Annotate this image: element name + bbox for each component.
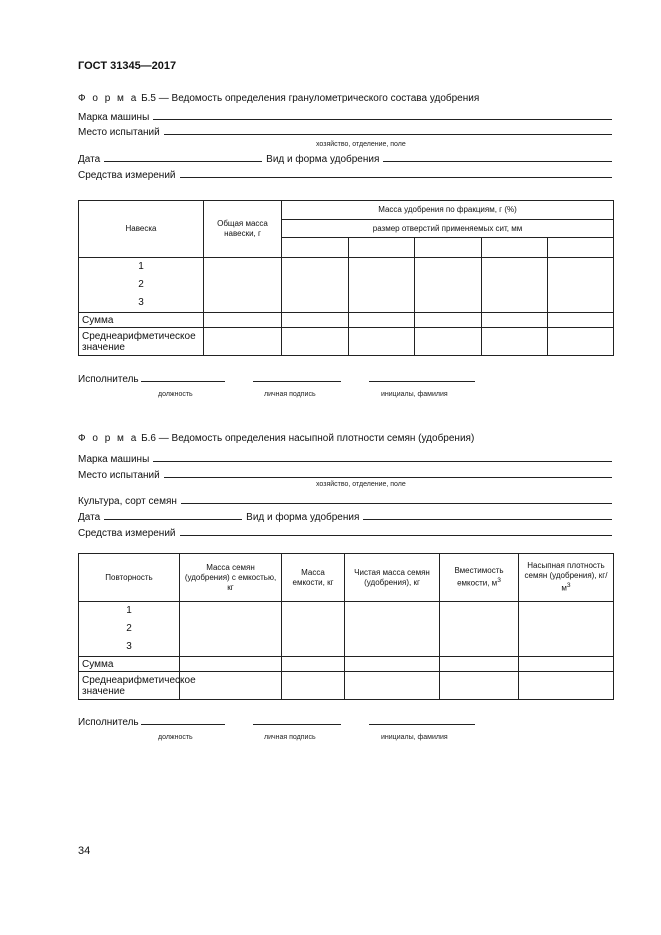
- row-numbers: [79, 602, 180, 657]
- field-machine: [78, 451, 612, 465]
- field-date-type: [78, 151, 612, 165]
- header-density: [519, 554, 614, 602]
- signature-block: [78, 374, 475, 385]
- form-b6-table: [78, 553, 614, 700]
- table-cell[interactable]: [204, 258, 282, 313]
- field-label: Место испытаний: [78, 127, 160, 138]
- name-hint: инициалы, фамилия: [381, 391, 448, 398]
- standard-header: ГОСТ 31345—2017: [78, 60, 177, 72]
- row-number: 2: [126, 623, 132, 634]
- table-cell[interactable]: [282, 258, 349, 313]
- table-cell[interactable]: [548, 328, 614, 356]
- header-repeat: Повторность: [79, 554, 180, 602]
- table-cell[interactable]: [519, 657, 614, 672]
- signature-line[interactable]: [253, 381, 341, 382]
- position-line[interactable]: [141, 724, 225, 725]
- header-container-mass: Масса емкости, кг: [282, 554, 345, 602]
- field-instruments: [78, 525, 612, 539]
- field-label: Вид и форма удобрения: [266, 154, 380, 165]
- field-label: Культура, сорт семян: [78, 496, 177, 507]
- table-cell[interactable]: [282, 657, 345, 672]
- row-number: 1: [126, 605, 132, 616]
- field-label: Марка машины: [78, 454, 150, 465]
- table-cell[interactable]: [349, 258, 415, 313]
- signature-hint: личная подпись: [264, 391, 316, 398]
- row-mean-label: Среднеарифметическое значение: [79, 328, 204, 356]
- form-b6-title: [78, 433, 474, 444]
- position-line[interactable]: [141, 381, 225, 382]
- field-place: [78, 124, 612, 138]
- row-number: 3: [126, 641, 132, 652]
- table-cell[interactable]: [482, 328, 548, 356]
- form-b5-table: [78, 200, 614, 356]
- form-b5-title: [78, 93, 479, 104]
- fill-line[interactable]: [180, 535, 612, 536]
- name-hint: инициалы, фамилия: [381, 734, 448, 741]
- row-number: 2: [138, 279, 144, 290]
- field-crop: [78, 493, 612, 507]
- position-hint: должность: [158, 391, 193, 398]
- name-line[interactable]: [369, 724, 475, 725]
- signature-block: [78, 717, 475, 728]
- fill-line[interactable]: [153, 119, 612, 120]
- table-cell[interactable]: [180, 602, 282, 657]
- table-cell[interactable]: [482, 238, 548, 258]
- form-caption: — Ведомость определения гранулометрического состава удобрения: [158, 93, 480, 104]
- field-label: Марка машины: [78, 112, 150, 123]
- fill-line[interactable]: [363, 519, 612, 520]
- table-cell[interactable]: [282, 313, 349, 328]
- position-hint: должность: [158, 734, 193, 741]
- table-cell[interactable]: [180, 657, 282, 672]
- table-cell[interactable]: [482, 313, 548, 328]
- table-cell[interactable]: [204, 313, 282, 328]
- signature-hint: личная подпись: [264, 734, 316, 741]
- table-cell[interactable]: [415, 328, 482, 356]
- table-cell[interactable]: [519, 602, 614, 657]
- row-number: 3: [138, 297, 144, 308]
- form-number: Б.6: [141, 433, 156, 444]
- table-cell[interactable]: [349, 328, 415, 356]
- table-cell[interactable]: [440, 602, 519, 657]
- table-cell[interactable]: [415, 238, 482, 258]
- form-label: Ф о р м а: [78, 433, 139, 444]
- header-density-text: Насыпная плотность семян (удобрения), кг/м: [524, 561, 608, 593]
- table-cell[interactable]: [204, 328, 282, 356]
- table-cell[interactable]: [440, 672, 519, 700]
- form-label: Ф о р м а: [78, 93, 139, 104]
- header-sieve-size: размер отверстий применяемых сит, мм: [282, 220, 614, 238]
- field-label: Дата: [78, 512, 101, 523]
- performer-label: Исполнитель: [78, 717, 139, 728]
- fill-line[interactable]: [164, 477, 612, 478]
- fill-line[interactable]: [104, 161, 262, 162]
- table-cell[interactable]: [482, 258, 548, 313]
- field-machine: [78, 109, 612, 123]
- fill-line[interactable]: [164, 134, 612, 135]
- table-cell[interactable]: [345, 657, 440, 672]
- table-cell[interactable]: [519, 672, 614, 700]
- table-cell[interactable]: [415, 313, 482, 328]
- field-hint: хозяйство, отделение, поле: [316, 481, 406, 488]
- field-place: [78, 467, 612, 481]
- table-cell[interactable]: [282, 672, 345, 700]
- table-cell[interactable]: [345, 672, 440, 700]
- field-hint: хозяйство, отделение, поле: [316, 141, 406, 148]
- name-line[interactable]: [369, 381, 475, 382]
- header-sample: Навеска: [79, 201, 204, 258]
- table-cell[interactable]: [548, 313, 614, 328]
- header-mass-with-container: Масса семян (удобрения) с емкостью, кг: [180, 554, 282, 602]
- row-mean-label: Среднеарифметическое значение: [79, 672, 180, 700]
- header-total-mass: Общая масса навески, г: [204, 201, 282, 258]
- superscript: 3: [566, 582, 571, 590]
- table-cell[interactable]: [349, 313, 415, 328]
- field-instruments: [78, 167, 612, 181]
- table-cell[interactable]: [349, 238, 415, 258]
- signature-line[interactable]: [253, 724, 341, 725]
- header-fractions: Масса удобрения по фракциям, г (%): [282, 201, 614, 220]
- performer-label: Исполнитель: [78, 374, 139, 385]
- table-cell[interactable]: [548, 238, 614, 258]
- fill-line[interactable]: [153, 461, 612, 462]
- fill-line[interactable]: [383, 161, 612, 162]
- table-cell[interactable]: [282, 328, 349, 356]
- form-number: Б.5: [141, 93, 156, 104]
- fill-line[interactable]: [180, 177, 612, 178]
- field-label: Вид и форма удобрения: [246, 512, 360, 523]
- table-cell[interactable]: [415, 258, 482, 313]
- field-label: Средства измерений: [78, 528, 176, 539]
- header-volume-text: Вместимость емкости, м: [454, 566, 504, 588]
- form-caption: — Ведомость определения насыпной плотности семян (удобрения): [158, 433, 475, 444]
- row-sum-label: Сумма: [79, 657, 180, 672]
- header-volume: [440, 554, 519, 602]
- field-label: Дата: [78, 154, 101, 165]
- superscript: 3: [497, 577, 501, 585]
- row-numbers: [79, 258, 204, 313]
- header-net-mass: Чистая масса семян (удобрения), кг: [345, 554, 440, 602]
- table-cell[interactable]: [282, 602, 345, 657]
- table-cell[interactable]: [345, 602, 440, 657]
- field-date-type: [78, 509, 612, 523]
- fill-line[interactable]: [104, 519, 242, 520]
- row-number: 1: [138, 261, 144, 272]
- page-number: 34: [78, 845, 91, 857]
- row-sum-label: Сумма: [79, 313, 204, 328]
- field-label: Место испытаний: [78, 470, 160, 481]
- fill-line[interactable]: [181, 503, 612, 504]
- table-cell[interactable]: [548, 258, 614, 313]
- table-cell[interactable]: [282, 238, 349, 258]
- table-cell[interactable]: [440, 657, 519, 672]
- field-label: Средства измерений: [78, 170, 176, 181]
